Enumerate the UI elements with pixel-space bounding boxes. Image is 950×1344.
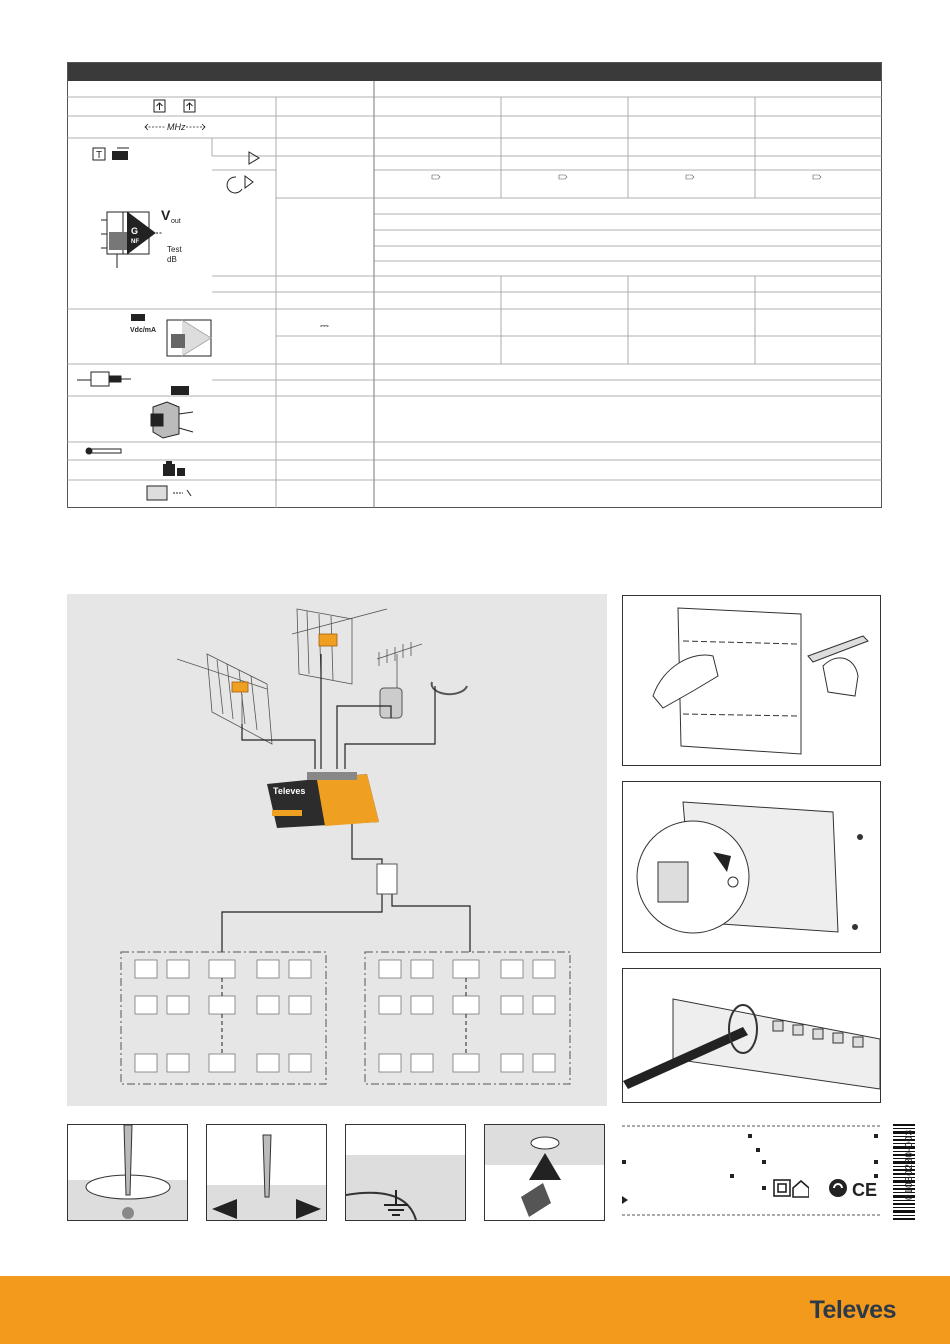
power-connector-illustration xyxy=(485,1125,604,1220)
gain-nf-label: NF xyxy=(131,239,139,245)
footer-brand-logo: Televes xyxy=(809,1296,896,1324)
amplifier-brand: Televes xyxy=(273,786,306,796)
step-mount-screws xyxy=(622,781,881,953)
rotate-adjust-illustration xyxy=(68,1125,187,1220)
input-output-arrow-icon xyxy=(154,100,195,112)
step-adjust-trimmer xyxy=(206,1124,327,1221)
mounting-illustration xyxy=(623,782,880,952)
step-rotate-knob xyxy=(67,1124,188,1221)
splitter-icon xyxy=(377,864,397,894)
installation-diagram-panel xyxy=(67,594,607,1106)
screwdriver-illustration xyxy=(623,969,880,1102)
step-mark-drill-holes xyxy=(622,595,881,766)
dimensions-icon xyxy=(147,486,191,500)
trimmer-illustration xyxy=(207,1125,326,1220)
switch-icon xyxy=(112,151,128,160)
vout-label: V xyxy=(161,207,171,223)
hand-pointer-icon xyxy=(432,175,821,179)
indoor-use-icon xyxy=(793,1181,809,1197)
vdc-ma-label: Vdc/mA xyxy=(130,327,157,334)
t-label: T xyxy=(96,150,103,161)
legal-separators xyxy=(622,1124,880,1220)
mhz-label: MHz xyxy=(167,122,186,132)
hand-right-icon xyxy=(823,658,858,696)
drill-template-illustration xyxy=(623,596,880,765)
step-ground-connection xyxy=(345,1124,466,1221)
legal-info-box xyxy=(622,1124,880,1220)
db-label: dB xyxy=(167,255,177,264)
power-switch-small-icon xyxy=(171,386,189,395)
mains-plug-icon xyxy=(77,372,131,386)
gain-adjust-icon xyxy=(227,176,253,193)
test-label: Test xyxy=(167,245,182,254)
step-power-connector xyxy=(484,1124,605,1221)
temperature-icon xyxy=(86,448,121,454)
cert-icons-left xyxy=(773,1178,809,1200)
dc-output-block-icon xyxy=(167,320,211,356)
recycle-icon xyxy=(828,1178,848,1198)
dc-symbol: ⎓ xyxy=(320,320,329,332)
spec-table xyxy=(67,62,882,508)
onoff-switch-icon xyxy=(131,314,145,321)
footer-bar xyxy=(0,1276,950,1344)
weight-icon xyxy=(163,461,185,476)
gain-g-label: G xyxy=(131,226,139,236)
housing-shield-icon xyxy=(151,402,193,438)
ce-mark: CE xyxy=(852,1180,878,1200)
installation-diagram xyxy=(67,594,607,1106)
barcode-number: 01030230-003 xyxy=(904,1129,915,1200)
spec-table-grid xyxy=(67,62,882,508)
step-tighten-connectors xyxy=(622,968,881,1103)
vout-sub: out xyxy=(171,218,181,225)
amplifier-triangle-icon xyxy=(249,152,259,164)
double-insulation-icon xyxy=(774,1180,790,1196)
table-header-bar xyxy=(67,62,882,81)
ground-illustration xyxy=(346,1125,465,1220)
